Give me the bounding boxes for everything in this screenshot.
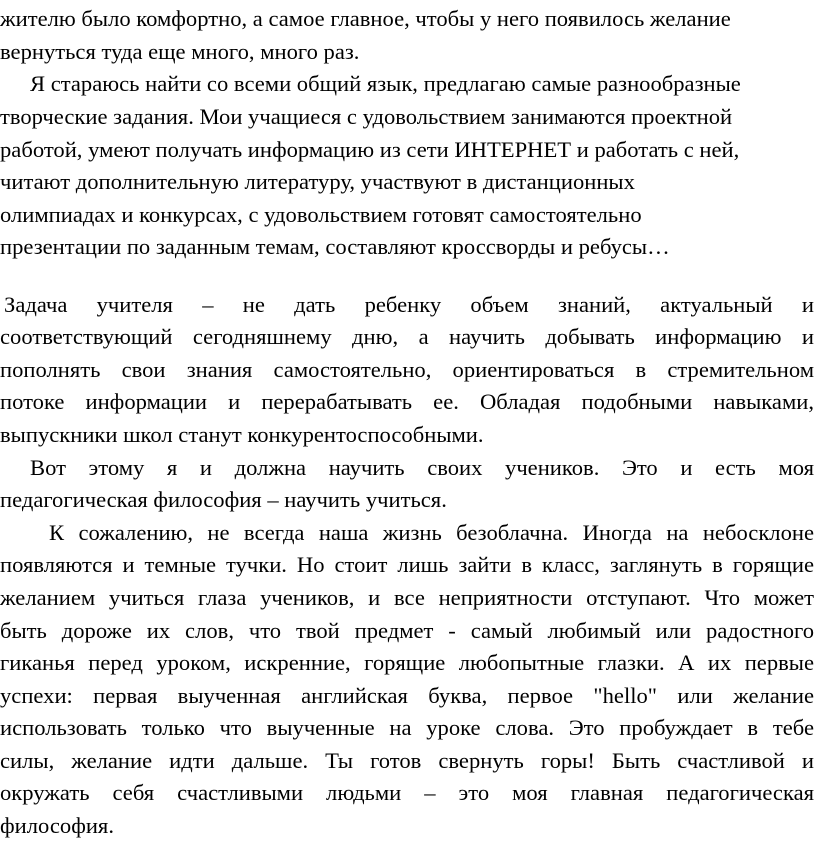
text-line: олимпиадах и конкурсах, с удовольствием готовят самостоятельно bbox=[0, 202, 642, 227]
text-line: пополнять свои знания самостоятельно, ориентироваться в стремительном bbox=[0, 357, 814, 382]
text-line: Вот этому я и должна научить своих учеников. Это и есть моя bbox=[30, 455, 814, 480]
text-line: презентации по заданным темам, составляют кроссворды и ребусы… bbox=[0, 234, 670, 259]
text-line: выпускники школ станут конкурентоспособными. bbox=[0, 422, 484, 447]
text-line: желанием учиться глаза учеников, и все неприятности отступают. Что может bbox=[0, 585, 814, 610]
text-line: работой, умеют получать информацию из сети ИНТЕРНЕТ и работать с ней, bbox=[0, 137, 740, 162]
text-line: силы, желание идти дальше. Ты готов свернуть горы! Быть счастливой и bbox=[0, 748, 814, 773]
text-line: педагогическая философия – научить учиться. bbox=[0, 487, 447, 512]
text-line: К сожалению, не всегда наша жизнь безоблачна. Иногда на небосклоне bbox=[49, 520, 814, 545]
text-line: вернуться туда еще много, много раз. bbox=[0, 39, 360, 64]
text-line: Я стараюсь найти со всеми общий язык, предлагаю самые разнообразные bbox=[30, 71, 741, 96]
text-line: использовать только что выученные на уроке слова. Это пробуждает в тебе bbox=[0, 715, 814, 740]
text-line: появляются и темные тучки. Но стоит лишь зайти в класс, заглянуть в горящие bbox=[0, 552, 814, 577]
text-line: читают дополнительную литературу, участвуют в дистанционных bbox=[0, 169, 635, 194]
text-line: Задача учителя – не дать ребенку объем знаний, актуальный и bbox=[4, 292, 814, 317]
text-line: творческие задания. Мои учащиеся с удовольствием занимаются проектной bbox=[0, 104, 733, 129]
text-line: жителю было комфортно, а самое главное, чтобы у него появилось желание bbox=[0, 6, 731, 31]
text-line: философия. bbox=[0, 813, 114, 838]
text-line: соответствующий сегодняшнему дню, а научить добывать информацию и bbox=[0, 324, 814, 349]
text-line: гиканья перед уроком, искренние, горящие любопытные глазки. А их первые bbox=[0, 650, 814, 675]
text-line: окружать себя счастливыми людьми – это моя главная педагогическая bbox=[0, 780, 814, 805]
text-line: быть дороже их слов, что твой предмет - самый любимый или радостного bbox=[0, 618, 814, 643]
text-line: успехи: первая выученная английская буква, первое "hello" или желание bbox=[0, 683, 814, 708]
text-line: потоке информации и перерабатывать ее. Обладая подобными навыками, bbox=[0, 389, 814, 414]
